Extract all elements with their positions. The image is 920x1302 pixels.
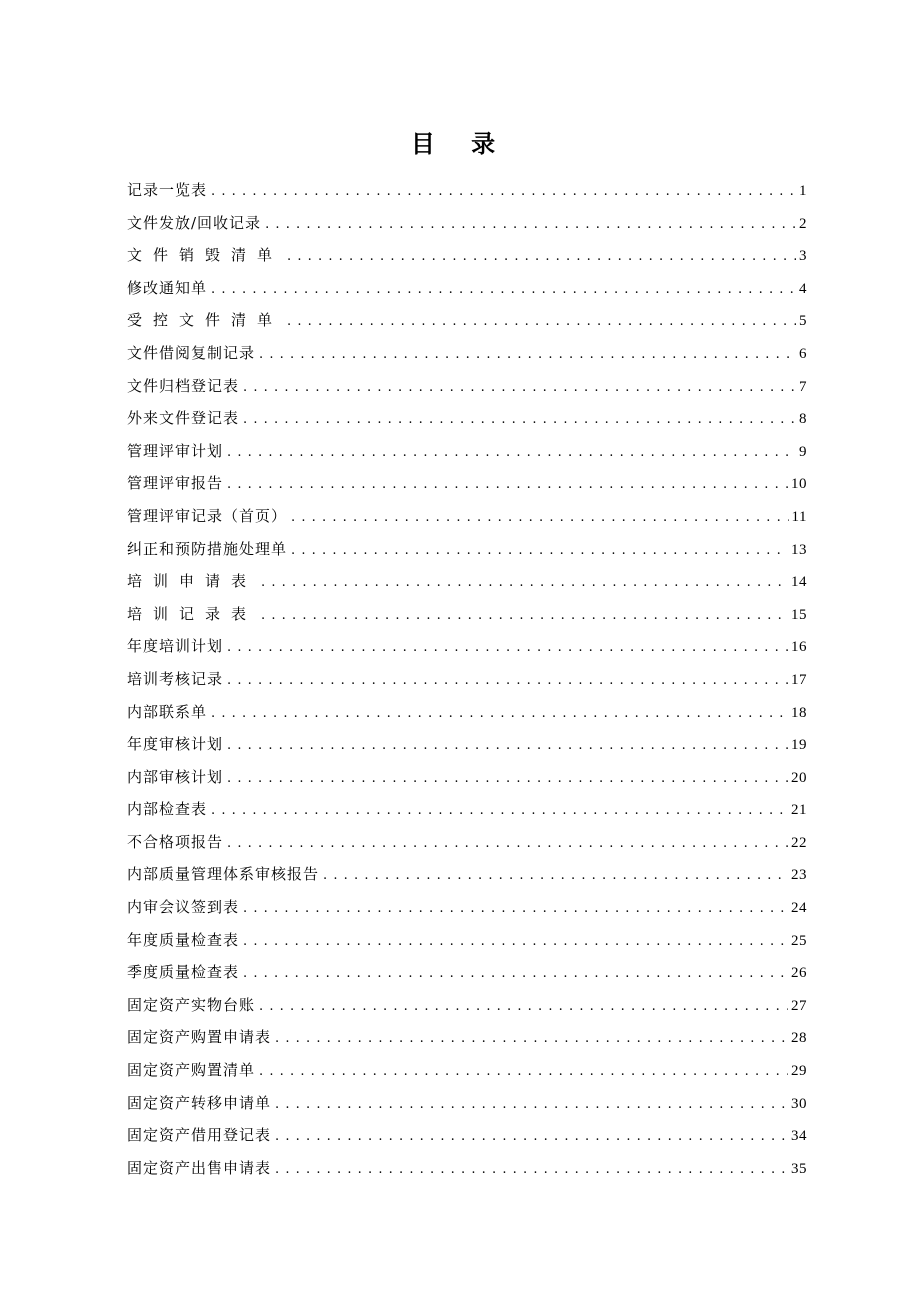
toc-entry-label: 培训考核记录 (127, 669, 224, 688)
toc-leader-dots (261, 567, 788, 598)
toc-entry-label: 外来文件登记表 (127, 409, 240, 428)
toc-entry-label: 培训记录表 (127, 604, 258, 623)
toc-entry-label: 受控文件清单 (127, 311, 284, 330)
toc-entry[interactable] (127, 207, 807, 240)
toc-entry[interactable] (127, 728, 807, 761)
toc-entry-label: 管理评审计划 (127, 441, 224, 460)
toc-entry-page: 30 (791, 1095, 807, 1112)
toc-entry[interactable] (127, 891, 807, 924)
toc-entry[interactable] (127, 304, 807, 337)
toc-leader-dots (275, 1089, 788, 1120)
toc-entry-page: 7 (799, 378, 807, 395)
toc-entry-page: 23 (791, 867, 807, 884)
toc-entry[interactable] (127, 402, 807, 435)
toc-leader-dots (243, 404, 796, 435)
toc-leader-dots (227, 730, 788, 761)
toc-entry-label: 内部检查表 (127, 800, 208, 819)
toc-entry-page: 24 (791, 900, 807, 917)
toc-leader-dots (287, 306, 796, 337)
toc-entry-label: 年度审核计划 (127, 735, 224, 754)
toc-leader-dots (227, 437, 796, 468)
toc-leader-dots (291, 535, 788, 566)
toc-entry-page: 17 (791, 671, 807, 688)
toc-leader-dots (243, 926, 788, 957)
toc-entry-page: 26 (791, 965, 807, 982)
toc-entry-label: 修改通知单 (127, 278, 208, 297)
toc-entry[interactable] (127, 793, 807, 826)
toc-entry[interactable] (127, 826, 807, 859)
toc-leader-dots (227, 632, 788, 663)
toc-entry-page: 6 (799, 345, 807, 362)
toc-entry-label: 文件借阅复制记录 (127, 343, 256, 362)
toc-leader-dots (227, 763, 788, 794)
toc-entry-page: 35 (791, 1160, 807, 1177)
toc-entry-page: 8 (799, 411, 807, 428)
toc-entry[interactable] (127, 1087, 807, 1120)
toc-entry-page: 19 (791, 737, 807, 754)
toc-leader-dots (275, 1121, 788, 1152)
toc-entry-label: 年度质量检查表 (127, 930, 240, 949)
toc-leader-dots (211, 176, 796, 207)
toc-leader-dots (275, 1023, 788, 1054)
toc-entry[interactable] (127, 467, 807, 500)
toc-entry-page: 27 (791, 997, 807, 1014)
toc-leader-dots (261, 600, 788, 631)
toc-entry[interactable] (127, 1054, 807, 1087)
toc-entry-page: 16 (791, 639, 807, 656)
toc-leader-dots (291, 502, 789, 533)
toc-entry[interactable] (127, 500, 807, 533)
toc-entry-page: 5 (799, 313, 807, 330)
toc-leader-dots (287, 241, 796, 272)
toc-entry-label: 文件归档登记表 (127, 376, 240, 395)
toc-leader-dots (227, 828, 788, 859)
toc-entry-label: 固定资产购置清单 (127, 1061, 256, 1080)
toc-entry[interactable] (127, 1119, 807, 1152)
toc-leader-dots (211, 795, 788, 826)
toc-entry-label: 记录一览表 (127, 181, 208, 199)
toc-list (127, 174, 807, 1184)
toc-entry-label: 固定资产借用登记表 (127, 1126, 272, 1145)
toc-entry-page: 3 (799, 248, 807, 265)
toc-entry[interactable] (127, 370, 807, 403)
toc-entry-page: 10 (791, 476, 807, 493)
toc-leader-dots (275, 1154, 788, 1185)
toc-leader-dots (259, 1056, 788, 1087)
toc-entry[interactable] (127, 533, 807, 566)
toc-leader-dots (227, 469, 788, 500)
toc-entry-page: 2 (799, 215, 807, 232)
toc-entry-page: 18 (791, 704, 807, 721)
toc-entry[interactable] (127, 956, 807, 989)
toc-leader-dots (259, 991, 788, 1022)
toc-entry-page: 9 (799, 443, 807, 460)
toc-title: 目 录 (410, 130, 510, 158)
toc-entry-page: 20 (791, 769, 807, 786)
toc-entry[interactable] (127, 272, 807, 305)
toc-leader-dots (211, 274, 796, 305)
toc-entry-page: 15 (791, 606, 807, 623)
toc-entry[interactable] (127, 337, 807, 370)
toc-leader-dots (265, 209, 796, 240)
toc-entry-label: 不合格项报告 (127, 832, 224, 851)
toc-entry[interactable] (127, 598, 807, 631)
toc-entry-label: 纠正和预防措施处理单 (127, 539, 288, 558)
toc-entry-page: 28 (791, 1030, 807, 1047)
toc-entry-label: 固定资产出售申请表 (127, 1158, 272, 1177)
toc-entry-label: 固定资产购置申请表 (127, 1028, 272, 1047)
toc-entry[interactable] (127, 630, 807, 663)
toc-entry[interactable] (127, 761, 807, 794)
toc-entry-page: 13 (791, 541, 807, 558)
toc-entry-page: 34 (791, 1128, 807, 1145)
toc-entry-page: 4 (799, 280, 807, 297)
toc-entry[interactable] (127, 239, 807, 272)
toc-entry-label: 内部联系单 (127, 702, 208, 721)
toc-entry[interactable] (127, 565, 807, 598)
toc-entry-label: 文件发放/回收记录 (127, 213, 262, 232)
toc-entry[interactable] (127, 696, 807, 729)
toc-entry-page: 22 (791, 834, 807, 851)
toc-leader-dots (259, 339, 796, 370)
toc-entry-label: 固定资产实物台账 (127, 995, 256, 1014)
toc-leader-dots (243, 372, 796, 403)
toc-entry-label: 文件销毁清单 (127, 246, 284, 265)
toc-entry-label: 培训申请表 (127, 572, 258, 591)
toc-entry[interactable] (127, 1021, 807, 1054)
toc-entry[interactable] (127, 924, 807, 957)
toc-entry-label: 内审会议签到表 (127, 898, 240, 917)
toc-entry-page: 25 (791, 932, 807, 949)
toc-entry[interactable] (127, 663, 807, 696)
toc-entry-page: 14 (791, 574, 807, 591)
toc-entry-page: 1 (799, 183, 807, 199)
toc-entry[interactable] (127, 858, 807, 891)
toc-leader-dots (227, 665, 788, 696)
toc-entry[interactable] (127, 174, 807, 207)
toc-entry-label: 季度质量检查表 (127, 963, 240, 982)
toc-leader-dots (323, 860, 788, 891)
toc-leader-dots (243, 958, 788, 989)
toc-entry-label: 内部质量管理体系审核报告 (127, 865, 320, 884)
toc-entry[interactable] (127, 435, 807, 468)
toc-entry-label: 管理评审记录（首页） (127, 506, 288, 525)
toc-entry-label: 内部审核计划 (127, 767, 224, 786)
toc-entry[interactable] (127, 989, 807, 1022)
toc-entry-label: 管理评审报告 (127, 474, 224, 493)
toc-entry[interactable] (127, 1152, 807, 1185)
toc-entry-page: 11 (791, 508, 807, 525)
toc-entry-label: 年度培训计划 (127, 637, 224, 656)
toc-leader-dots (211, 698, 788, 729)
toc-entry-page: 29 (791, 1063, 807, 1080)
toc-entry-label: 固定资产转移申请单 (127, 1093, 272, 1112)
toc-entry-page: 21 (791, 802, 807, 819)
toc-leader-dots (243, 893, 788, 924)
